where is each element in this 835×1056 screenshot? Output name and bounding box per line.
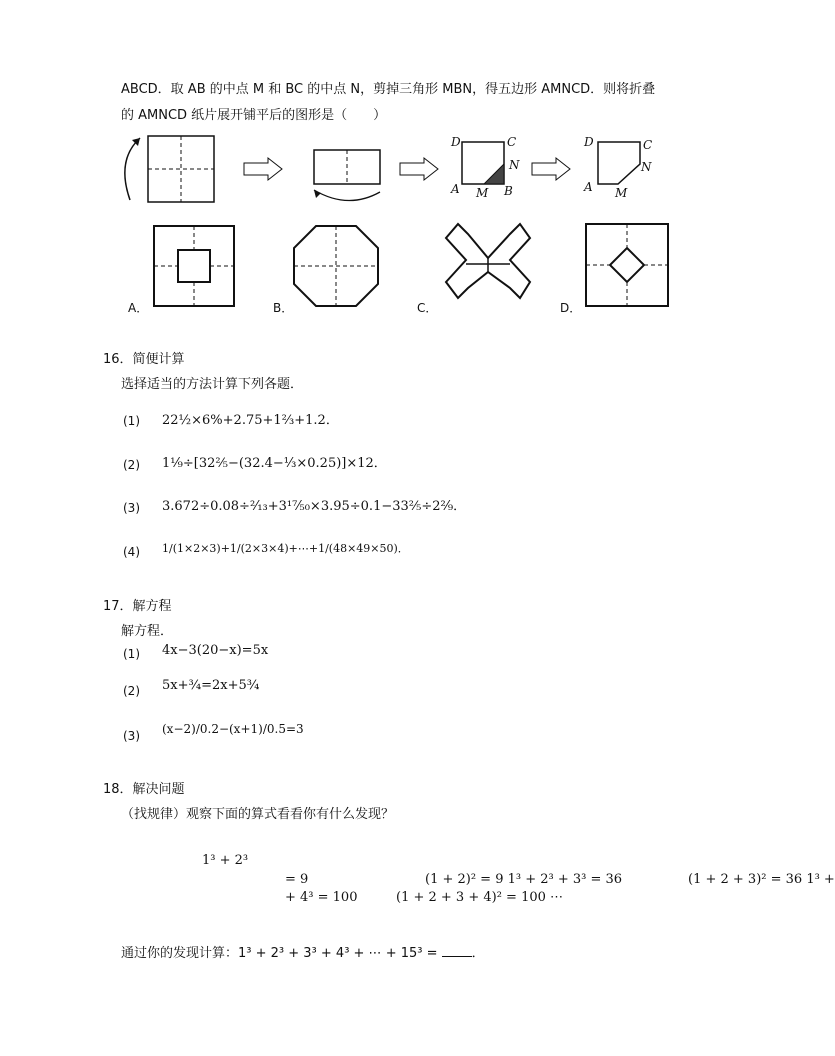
label-A2: A — [584, 180, 593, 194]
q18-row2a: = 9 — [285, 872, 309, 887]
label-A1: A — [451, 182, 460, 196]
label-C2: C — [643, 138, 653, 152]
q18-row2b: (1 + 2)² = 9 1³ + 2³ + 3³ = 36 — [425, 872, 623, 887]
option-b-label: B． — [273, 301, 294, 315]
folding-diagram — [118, 130, 678, 210]
hollow-arrow-2 — [400, 158, 438, 180]
q16-1-expr: 22½×6%+2.75+1⅔+1.2． — [162, 413, 339, 428]
hollow-arrow-3 — [532, 158, 570, 180]
option-c-figure — [446, 224, 530, 298]
q16-3-no: (3) — [123, 501, 140, 515]
q16-title: 16．简便计算 — [103, 352, 185, 367]
q18-row2c: (1 + 2 + 3)² = 36 1³ + — [688, 872, 835, 887]
q18-ask: 通过你的发现计算：1³ + 2³ + 3³ + 4³ + ⋯ + 15³ = — [121, 946, 438, 961]
q17-1-expr: 4x−3(20−x)=5x — [162, 643, 269, 658]
q17-intro: 解方程． — [121, 624, 174, 639]
q18-row1a: 1³ + 2³ — [202, 853, 249, 868]
curved-arrow-down — [314, 190, 380, 201]
label-M2: M — [615, 186, 628, 200]
q16-4-expr: 1/(1×2×3)+1/(2×3×4)+⋯+1/(48×49×50)． — [162, 542, 409, 555]
q16-4-no: (4) — [123, 545, 140, 559]
q16-2-no: (2) — [123, 458, 140, 472]
q17-1-no: (1) — [123, 647, 140, 661]
q18-title: 18．解决问题 — [103, 782, 185, 797]
label-B1: B — [504, 184, 513, 198]
q17-2-expr: 5x+¾=2x+5¾ — [162, 678, 260, 693]
option-c-label: C． — [417, 301, 438, 315]
q15-line1: ABCD．取 AB 的中点 M 和 BC 的中点 N，剪掉三角形 MBN，得五边形 AMNCD．则将折叠 — [121, 82, 656, 97]
q16-intro: 选择适当的方法计算下列各题． — [121, 377, 304, 392]
q18-end: ． — [471, 946, 485, 961]
q17-2-no: (2) — [123, 684, 140, 698]
answer-blank[interactable] — [442, 944, 472, 957]
q15-line2: 的 AMNCD 纸片展开铺平后的图形是（ ） — [121, 108, 387, 123]
option-d-label: D． — [560, 301, 582, 315]
label-D2: D — [584, 135, 594, 149]
q18-row3a: + 4³ = 100 — [285, 890, 358, 905]
option-b-figure — [294, 226, 378, 306]
label-D1: D — [451, 135, 461, 149]
q17-3-no: (3) — [123, 729, 140, 743]
label-M1: M — [476, 186, 489, 200]
label-N2: N — [641, 160, 652, 174]
q17-title: 17．解方程 — [103, 599, 172, 614]
q16-1-no: (1) — [123, 414, 140, 428]
q17-3-expr: (x−2)/0.2−(x+1)/0.5=3 — [162, 722, 304, 736]
option-a-label: A． — [128, 301, 149, 315]
q16-3-expr: 3.672÷0.08÷²⁄₁₃+3¹⁷⁄₅₀×3.95÷0.1−33⅖÷2²⁄₉． — [162, 499, 467, 514]
q18-intro: （找规律）观察下面的算式看看你有什么发现？ — [121, 807, 395, 822]
cut-triangle — [484, 164, 504, 184]
q16-2-expr: 1¹⁄₉÷[32⅖−(32.4−⅓×0.25)]×12． — [162, 456, 387, 471]
curved-arrow-up — [125, 138, 140, 200]
option-d-figure — [586, 224, 668, 306]
q18-ask-line — [121, 942, 485, 961]
pentagon-amncd — [598, 142, 640, 184]
hollow-arrow-1 — [244, 158, 282, 180]
label-N1: N — [509, 158, 520, 172]
label-C1: C — [507, 135, 517, 149]
q18-row3b: (1 + 2 + 3 + 4)² = 100 ⋯ — [396, 890, 564, 905]
option-a-figure — [154, 226, 234, 306]
